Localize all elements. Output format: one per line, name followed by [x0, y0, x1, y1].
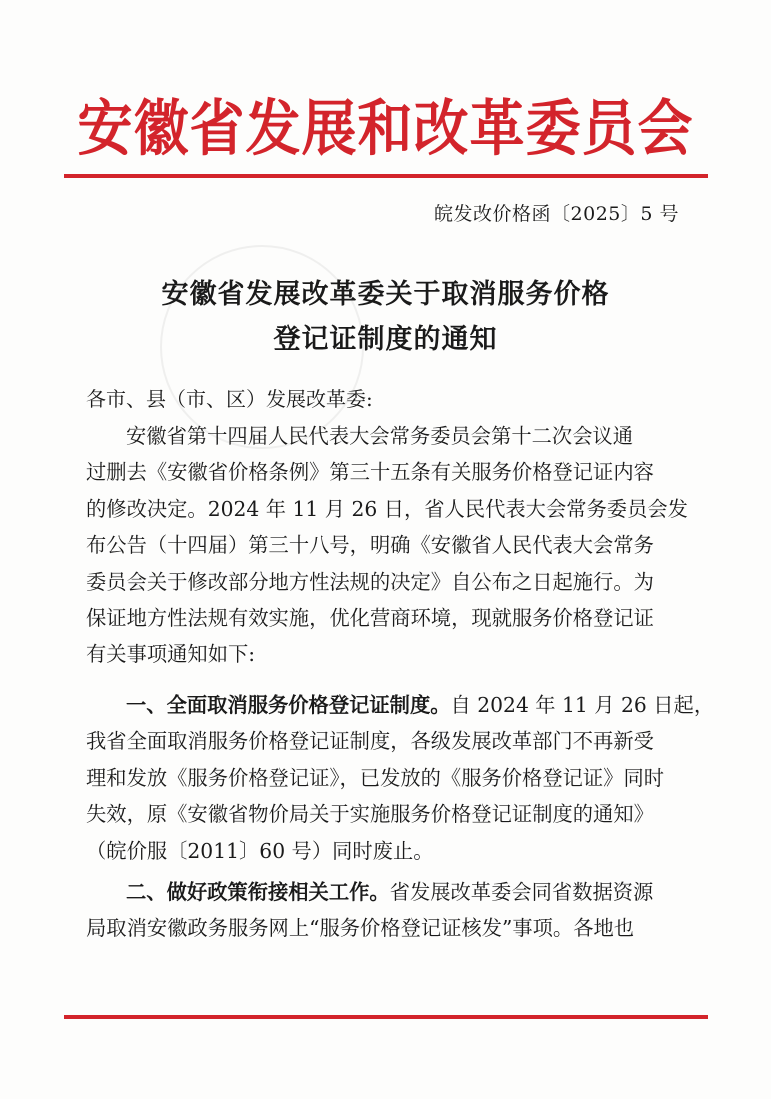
paragraph-line: 保证地方性法规有效实施，优化营商环境，现就服务价格登记证: [86, 605, 654, 630]
section-1-first-line-text: 自 2024 年 11 月 26 日起，: [450, 693, 715, 717]
paragraph-line: 委员会关于修改部分地方性法规的决定》自公布之日起施行。为: [86, 569, 654, 594]
paragraph-line: 安徽省第十四届人民代表大会常务委员会第十二次会议通: [126, 424, 634, 448]
notice-title-line-1: 安徽省发展改革委关于取消服务价格: [161, 279, 610, 310]
section-1-heading: 一、全面取消服务价格登记证制度。: [126, 693, 451, 717]
paragraph-intro: [86, 418, 687, 673]
section-2-line: 局取消安徽政务服务网上“服务价格登记证核发”事项。各地也: [86, 916, 635, 941]
notice-title-line-2: 登记证制度的通知: [273, 324, 498, 355]
section-2-first-line: [86, 874, 687, 910]
section-1-line: （皖价服〔2011〕60 号）同时废止。: [86, 838, 434, 863]
section-1-line: 我省全面取消服务价格登记证制度，各级发展改革部门不再新受: [86, 729, 654, 754]
footer-red-rule: [64, 1015, 708, 1019]
section-2-heading: 二、做好政策衔接相关工作。: [126, 880, 390, 904]
paragraph-line: 的修改决定。2024 年 11 月 26 日，省人民代表大会常务委员会发: [86, 496, 688, 521]
paragraph-line: 布公告（十四届）第三十八号，明确《安徽省人民代表大会常务: [86, 533, 654, 558]
document-number: 皖发改价格函〔2025〕5 号: [434, 203, 679, 225]
salutation: 各市、县（市、区）发展改革委:: [86, 387, 373, 411]
section-2: [86, 874, 687, 947]
section-1-line: 理和发放《服务价格登记证》，已发放的《服务价格登记证》同时: [86, 765, 665, 790]
section-1-first-line: [86, 687, 715, 723]
section-2-first-line-text: 省发展改革委会同省数据资源: [389, 880, 654, 904]
paragraph-line: 过删去《安徽省价格条例》第三十五条有关服务价格登记证内容: [86, 460, 654, 485]
paragraph-line: 有关事项通知如下:: [86, 642, 256, 667]
letterhead-red-rule: [64, 174, 708, 178]
section-1-line: 失效，原《安徽省物价局关于实施服务价格登记证制度的通知》: [86, 802, 654, 827]
section-1: [86, 687, 715, 869]
letterhead-title: 安徽省发展和改革委员会: [77, 91, 694, 164]
